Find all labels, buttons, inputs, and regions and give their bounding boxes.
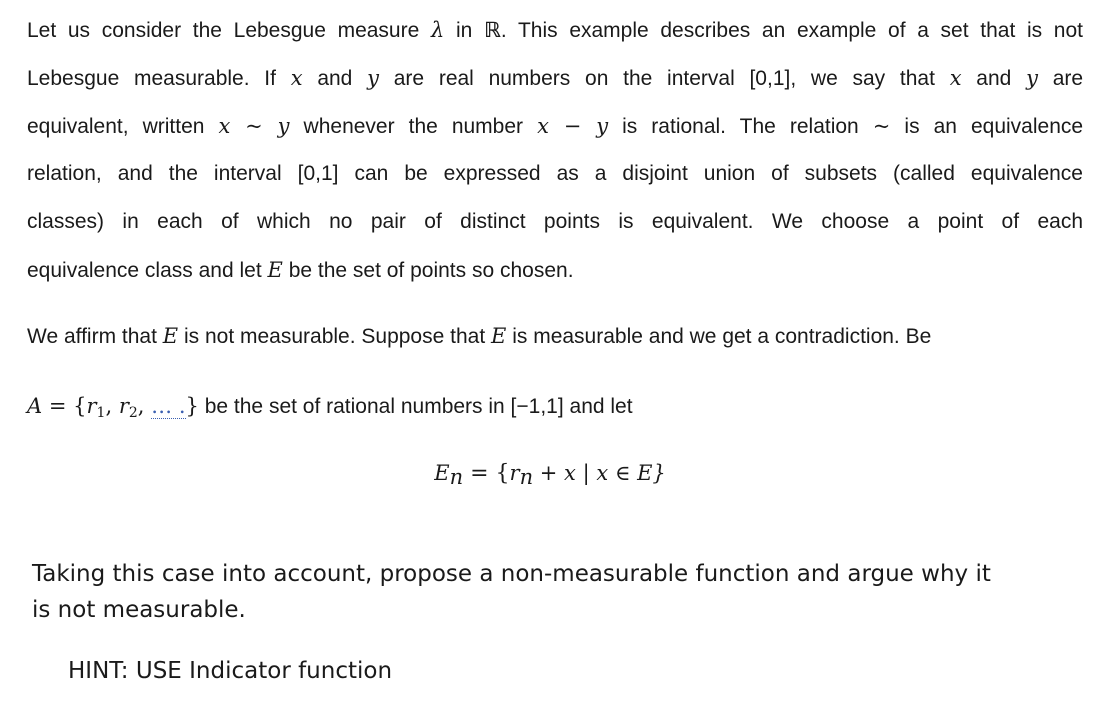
var-y: y <box>1026 66 1038 90</box>
text: equivalence class and let <box>27 259 262 282</box>
text: equivalent, written <box>27 115 205 138</box>
text: . This example describes an example of a set that is not <box>500 19 1083 42</box>
var-r: r <box>118 394 129 418</box>
display-equation <box>0 458 1100 489</box>
paragraph-1-line-4: relation, and the interval [0,1] can be expressed as a disjoint union of subsets (called equivalence <box>27 162 1083 185</box>
equals-brace: = { <box>42 394 87 418</box>
text: We affirm that <box>27 325 157 348</box>
text: Let us consider the Lebesgue measure <box>27 19 420 42</box>
relation-x-y: x ~ y <box>218 114 290 138</box>
text: are <box>1052 67 1084 90</box>
equation-rest: + x | x ∈ E} <box>533 461 666 485</box>
var-E: E <box>491 324 507 348</box>
text: is measurable and we get a contradiction. Be <box>512 325 932 348</box>
subscript-n: n <box>519 465 534 489</box>
equals-brace: = { <box>463 461 510 486</box>
tilde-symbol: ~ <box>872 114 891 138</box>
text: Lebesgue measurable. If <box>27 67 276 90</box>
reals-symbol: ℝ <box>484 18 501 42</box>
text: be the set of points so chosen. <box>288 259 574 282</box>
paragraph-1-line-5: classes) in each of which no pair of distinct points is equivalent. We choose a point of each <box>27 210 1083 233</box>
comma: , <box>105 394 119 418</box>
paragraph-2-line-1 <box>27 322 931 351</box>
lambda-symbol: λ <box>430 18 445 42</box>
question-line-2: is not measurable. <box>32 597 246 623</box>
var-r: r <box>509 461 520 485</box>
text: is rational. The relation <box>622 115 859 138</box>
text: are real numbers on the interval [0,1], we say that <box>393 67 935 90</box>
text: be the set of rational numbers in [−1,1] and let <box>204 395 633 418</box>
ellipsis: … . <box>151 394 186 418</box>
paragraph-2-line-2 <box>27 392 633 421</box>
text: is not measurable. Suppose that <box>183 325 486 348</box>
hint-text: HINT: USE Indicator function <box>68 658 393 684</box>
question-line-1: Taking this case into account, propose a non-measurable function and argue why it <box>32 561 991 587</box>
text: is an equivalence <box>904 115 1084 138</box>
paragraph-1-line-2 <box>27 64 1083 93</box>
var-y: y <box>367 66 379 90</box>
var-r: r <box>86 394 97 418</box>
var-A: A <box>27 394 43 418</box>
var-E: E <box>162 324 179 348</box>
comma: , <box>137 394 152 418</box>
text: in <box>455 19 473 42</box>
text: and <box>976 67 1012 90</box>
paragraph-1-line-1 <box>27 16 1083 45</box>
subscript-n: n <box>449 465 464 489</box>
close-brace: } <box>185 394 199 418</box>
var-x: x <box>290 66 303 90</box>
paragraph-1-line-3 <box>27 112 1083 141</box>
difference-x-y: x − y <box>537 114 609 138</box>
paragraph-1-line-6 <box>27 256 574 285</box>
var-x: x <box>949 66 962 90</box>
text: whenever the number <box>303 115 524 138</box>
var-E: E <box>434 461 450 485</box>
subscript: 1 <box>96 405 106 421</box>
subscript: 2 <box>128 405 138 421</box>
text: and <box>317 67 353 90</box>
var-E: E <box>267 258 283 282</box>
